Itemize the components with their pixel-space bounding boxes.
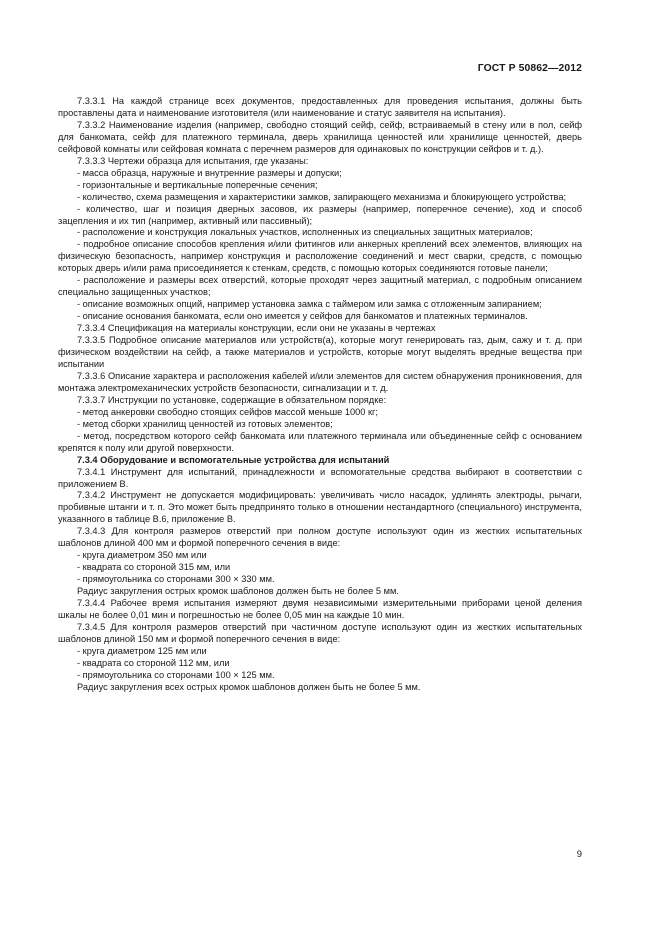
- list-item: - количество, шаг и позиция дверных засовов, их размеры (например, поперечное сечение), ход и способ зацепления и их тип (например, активный или пассивный);: [58, 203, 582, 226]
- section-heading-7-3-4: 7.3.4 Оборудование и вспомогательные устройства для испытаний: [77, 454, 390, 465]
- clause-7-3-4-5: 7.3.4.5 Для контроля размеров отверстий при частичном доступе используют один из жестких испытательных шаблонов длиной 150 мм и формой поперечного сечения в виде:: [58, 621, 582, 644]
- clause-7-3-3-5: 7.3.3.5 Подробное описание материалов или устройств(а), которые могут генерировать газ, дым, сажу и т. д. при физическом воздействии на сейф, а также материалов и устройств, которые могут выделять вредные вещества при испытании: [58, 335, 582, 369]
- list-item: - круга диаметром 125 мм или: [77, 645, 207, 656]
- clause-7-3-4-2: 7.3.4.2 Инструмент не допускается модифицировать: увеличивать число насадок, удлинять электроды, рычаги, пробивные штанги и т. п. Это может быть предпринято только в отношении нестандартного (специального) инструмента, указанного в таблице В.6, приложение В.: [58, 490, 582, 525]
- list-item: - описание возможных опций, например установка замка с таймером или замка с отложенным запиранием;: [77, 299, 542, 310]
- list-item: - прямоугольника со сторонами 100 × 125 мм.: [77, 669, 275, 680]
- list-item: - описание основания банкомата, если оно имеется у сейфов для банкоматов и платежных терминалов.: [77, 311, 528, 322]
- list-item: - расположение и конструкция локальных участков, исполненных из специальных защитных материалов;: [77, 227, 533, 238]
- note-paragraph: Радиус закругления всех острых кромок шаблонов должен быть не более 5 мм.: [77, 681, 421, 692]
- list-item: - горизонтальные и вертикальные поперечные сечения;: [77, 179, 318, 190]
- list-item: - расположение и размеры всех отверстий, которые проходят через защитный материал, с подробным описанием специально защищенных участков;: [58, 275, 582, 298]
- clause-7-3-4-4: 7.3.4.4 Рабочее время испытания измеряют двумя независимыми измерительными приборами ценой деления шкалы не более 0,01 мин и погрешностью не более 0,05 мин на каждые 10 мин.: [58, 598, 582, 620]
- list-item: - квадрата со стороной 112 мм, или: [77, 657, 230, 668]
- list-item: - количество, схема размещения и характеристики замков, запирающего механизма и блокирующего устройства;: [77, 191, 567, 202]
- list-item: - масса образца, наружные и внутренние размеры и допуски;: [77, 167, 342, 178]
- list-item: - круга диаметром 350 мм или: [77, 550, 207, 561]
- list-item: - прямоугольника со сторонами 300 × 330 мм.: [77, 574, 275, 585]
- clause-7-3-3-7: 7.3.3.7 Инструкции по установке, содержащие в обязательном порядке:: [77, 394, 387, 405]
- clause-7-3-3-2: 7.3.3.2 Наименование изделия (например, свободно стоящий сейф, сейф, встраиваемый в стену или в пол, сейф для банкомата, сейф для платежного терминала, дверь хранилища ценностей или хранилище ценностей, дверь сейфовой комнаты или сейфовая комната с перечнем размеров для одинаковых по конструкции сейфов и т. д.).: [58, 119, 582, 154]
- clause-7-3-3-1: 7.3.3.1 На каждой странице всех документов, предоставленных для проведения испытания, должны быть проставлены дата и наименование изготовителя (или наименование и статус заявителя на испытания).: [58, 96, 582, 118]
- clause-7-3-3-3: 7.3.3.3 Чертежи образца для испытания, где указаны:: [77, 155, 309, 166]
- note-paragraph: Радиус закругления острых кромок шаблонов должен быть не более 5 мм.: [77, 586, 399, 597]
- list-item: - метод сборки хранилищ ценностей из готовых элементов;: [77, 418, 333, 429]
- list-item: - метод анкеровки свободно стоящих сейфов массой меньше 1000 кг;: [77, 406, 378, 417]
- clause-7-3-4-3: 7.3.4.3 Для контроля размеров отверстий при полном доступе используют один из жестких испытательных шаблонов длиной 400 мм и формой поперечного сечения в виде:: [58, 526, 582, 549]
- list-item: - метод, посредством которого сейф банкомата или платежного терминала или объединенные сейф с основанием крепятся к полу или другой поверхности.: [58, 430, 582, 453]
- clause-7-3-3-6: 7.3.3.6 Описание характера и расположения кабелей и/или элементов для систем обнаружения проникновения, для монтажа электромеханических устройств безопасности, сигнализации и т. д.: [58, 370, 582, 393]
- clause-7-3-4-1: 7.3.4.1 Инструмент для испытаний, принадлежности и вспомогательные средства выбирают в соответствии с приложением В.: [58, 466, 582, 489]
- page-number: 9: [576, 849, 582, 860]
- clause-7-3-3-4: 7.3.3.4 Спецификация на материалы конструкции, если они не указаны в чертежах: [77, 323, 436, 334]
- document-body: [58, 96, 582, 694]
- document-header: ГОСТ Р 50862—2012: [477, 63, 582, 74]
- list-item: - квадрата со стороной 315 мм, или: [77, 562, 231, 573]
- list-item: - подробное описание способов крепления и/или фитингов или анкерных креплений всех элементов, влияющих на физическую безопасность, например конструкция и расположение соединений и мест сварки, средств, с помощью которых дверь и/или рама присоединяется к стенкам, средств, с помощью которых соединяются готовые панели;: [58, 239, 582, 274]
